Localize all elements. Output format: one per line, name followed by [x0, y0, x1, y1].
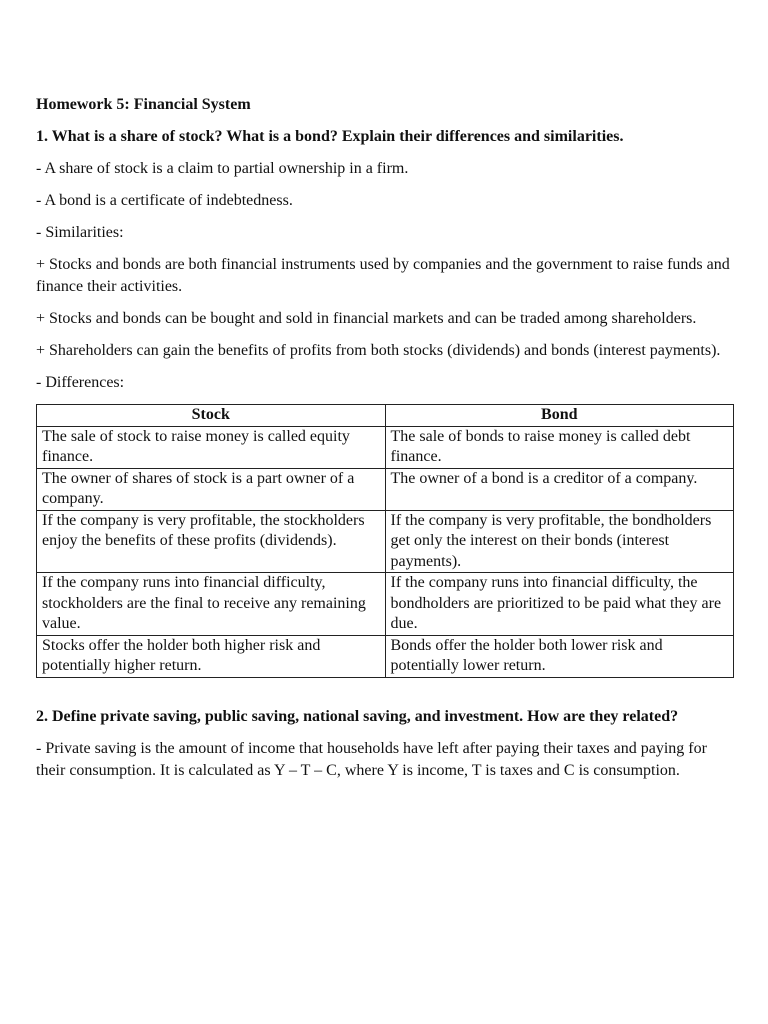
- column-header-stock: Stock: [37, 405, 386, 427]
- document-title: Homework 5: Financial System: [36, 96, 251, 113]
- table-row: [37, 635, 734, 677]
- question-2-heading: 2. Define private saving, public saving, national saving, and investment. How are they related?: [36, 707, 679, 725]
- table-row: [37, 573, 734, 636]
- table-cell-bond: If the company is very profitable, the bondholders get only the interest on their bonds (interest payments).: [385, 510, 734, 573]
- differences-label: - Differences:: [36, 374, 125, 391]
- table-row: [37, 426, 734, 468]
- table-cell-stock: The owner of shares of stock is a part owner of a company.: [37, 468, 386, 510]
- table-cell-stock: If the company is very profitable, the stockholders enjoy the benefits of these profits (dividends).: [37, 510, 386, 573]
- similarity-item: + Stocks and bonds are both financial instruments used by companies and the government to raise funds and finance their activities.: [36, 256, 730, 295]
- table-row: [37, 510, 734, 573]
- private-saving-definition: - Private saving is the amount of income that households have left after paying their taxes and paying for their consumption. It is calculated as Y – T – C, where Y is income, T is taxes and C is consumption.: [36, 739, 707, 779]
- stock-definition: - A share of stock is a claim to partial ownership in a firm.: [36, 160, 409, 177]
- table-cell-bond: The owner of a bond is a creditor of a company.: [385, 468, 734, 510]
- table-cell-stock: The sale of stock to raise money is called equity finance.: [37, 426, 386, 468]
- table-cell-stock: Stocks offer the holder both higher risk and potentially higher return.: [37, 635, 386, 677]
- table-cell-stock: If the company runs into financial difficulty, stockholders are the final to receive any remaining value.: [37, 573, 386, 636]
- table-cell-bond: Bonds offer the holder both lower risk and potentially lower return.: [385, 635, 734, 677]
- table-cell-bond: The sale of bonds to raise money is called debt finance.: [385, 426, 734, 468]
- bond-definition: - A bond is a certificate of indebtedness.: [36, 192, 293, 209]
- table-header-row: [37, 405, 734, 427]
- question-1-heading: 1. What is a share of stock? What is a bond? Explain their differences and similarities.: [36, 128, 624, 145]
- similarity-item: + Shareholders can gain the benefits of profits from both stocks (dividends) and bonds (interest payments).: [36, 342, 721, 359]
- similarities-label: - Similarities:: [36, 224, 124, 241]
- column-header-bond: Bond: [385, 405, 734, 427]
- table-cell-bond: If the company runs into financial difficulty, the bondholders are prioritized to be paid what they are due.: [385, 573, 734, 636]
- similarity-item: + Stocks and bonds can be bought and sold in financial markets and can be traded among shareholders.: [36, 310, 697, 327]
- differences-table: [36, 404, 734, 678]
- table-row: [37, 468, 734, 510]
